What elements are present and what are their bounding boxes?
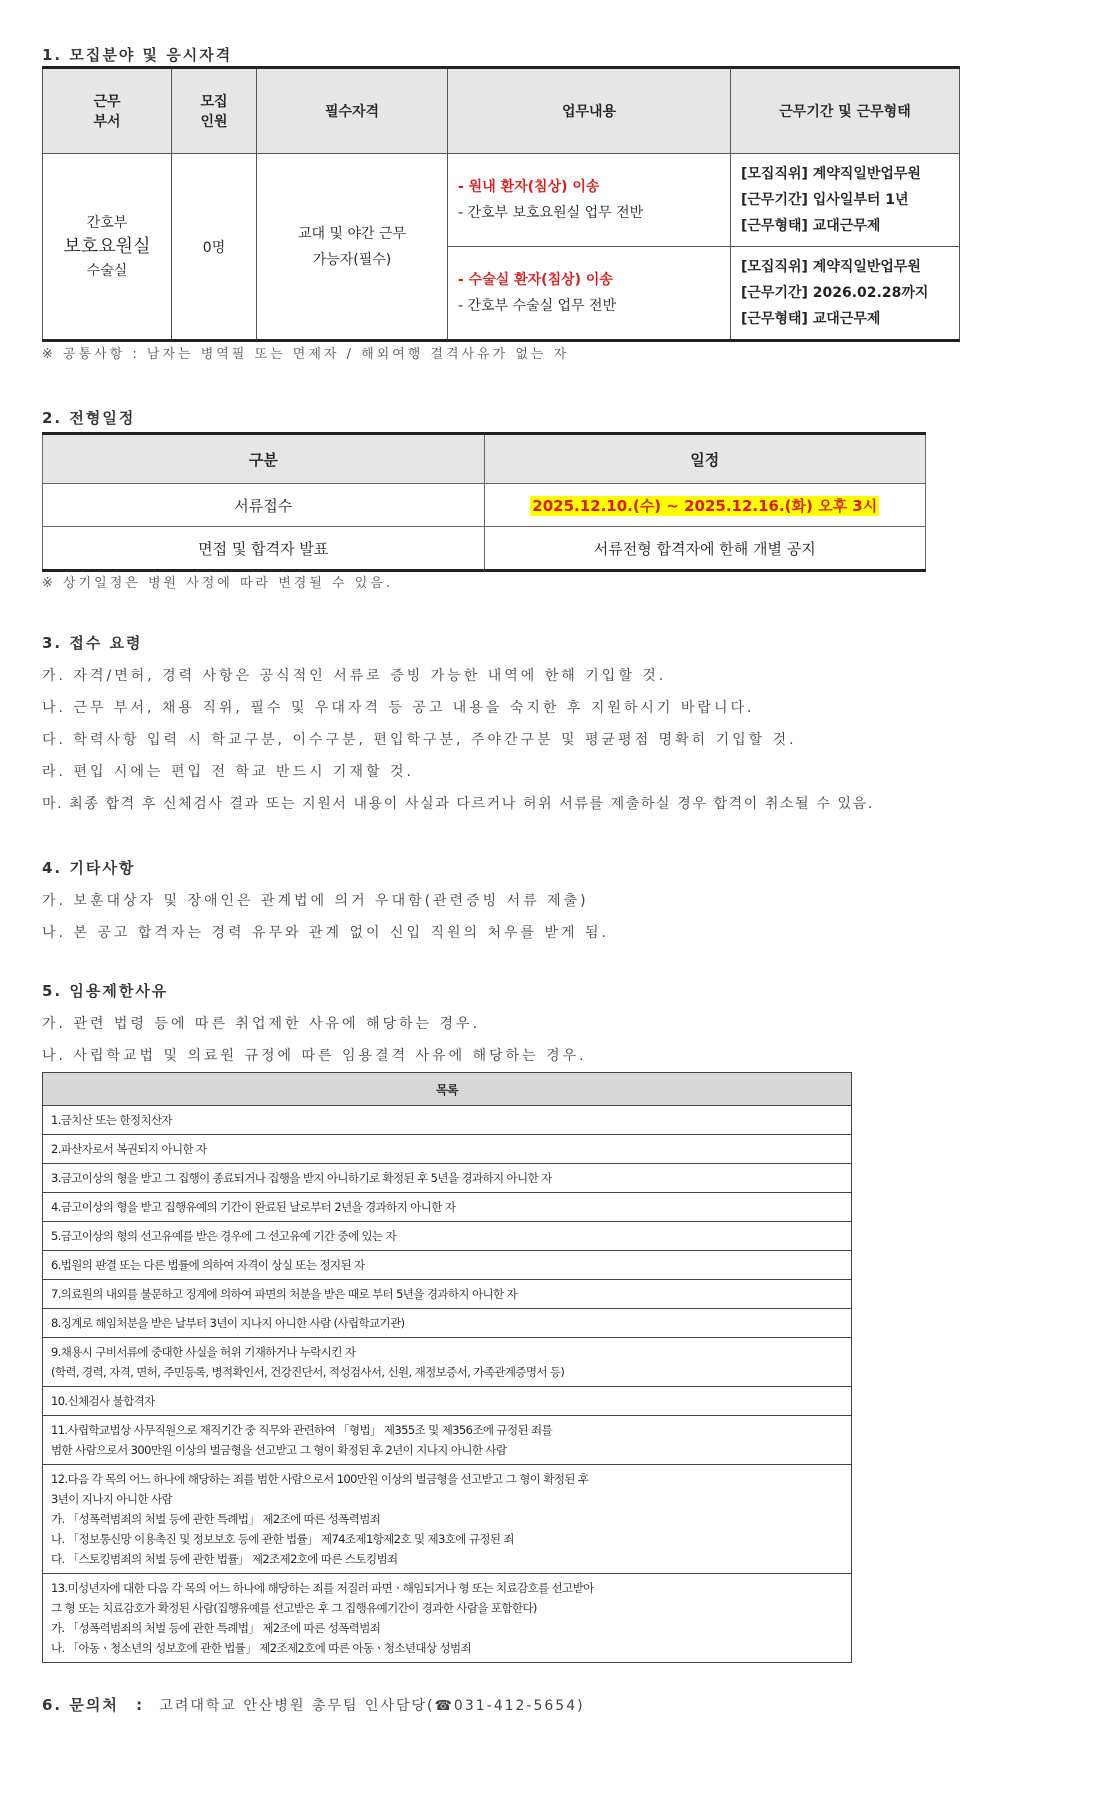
table-row [43,154,960,247]
qual-line1: 교대 및 야간 근무 [297,225,407,242]
table-header-row [43,434,926,484]
list-item: 나. 본 공고 합격자는 경력 유무와 관계 없이 신입 직원의 처우를 받게 됨. [42,925,609,941]
table-row [43,1338,852,1387]
header-list: 목록 [43,1073,852,1106]
list-item: 가. 관련 법령 등에 따른 취업제한 사유에 해당하는 경우. [42,1016,481,1032]
period-line: [근무형태] 교대근무제 [741,218,881,234]
header-period: 근무기간 및 근무형태 [731,68,960,154]
qual-line2: 가능자(필수) [312,251,392,268]
restriction-line: 가. 「성폭력범죄의 처벌 등에 관한 특례법」 제2조에 따른 성폭력범죄 [51,1621,381,1635]
table-row [43,1309,852,1338]
header-schedule: 일정 [484,434,926,484]
restriction-line: 9.채용시 구비서류에 중대한 사실을 허위 기재하거나 누락시킨 자 [51,1345,356,1359]
period-line: [근무형태] 교대근무제 [741,311,881,327]
restriction-line: 가. 「성폭력범죄의 처벌 등에 관한 특례법」 제2조에 따른 성폭력범죄 [51,1512,381,1526]
period-cell [731,154,960,247]
restriction-line: 12.다음 각 목의 어느 하나에 해당하는 죄를 범한 사람으로서 100만원 이상의 벌금형을 선고받고 그 형이 확정된 후 [51,1472,589,1486]
section-1-title: 1. 모집분야 및 응시자격 [42,46,233,64]
contact-colon: : [136,1696,145,1714]
section-2-note: ※ 상기일정은 병원 사정에 따라 변경될 수 있음. [42,576,393,591]
period-cell [731,247,960,341]
table-row [43,1222,852,1251]
restriction-cell [43,1135,852,1164]
restriction-cell [43,1164,852,1193]
schedule-value: 서류전형 합격자에 한해 개별 공지 [484,527,926,571]
restriction-line: 그 형 또는 치료감호가 확정된 사람(집행유예를 선고받은 후 그 집행유예기간이 경과한 사람을 포함한다) [51,1601,537,1615]
list-item: 라. 편입 시에는 편입 전 학교 반드시 기재할 것. [42,764,414,780]
table-row [43,484,926,527]
schedule-value [484,484,926,527]
restriction-line: (학력, 경력, 자격, 면허, 주민등록, 병적확인서, 건강진단서, 적성검사서, 신원, 재정보증서, 가족관계증명서 등) [51,1365,565,1379]
section-1-note: ※ 공통사항 : 남자는 병역필 또는 면제자 / 해외여행 결격사유가 없는 자 [42,347,570,362]
section-4-title: 4. 기타사항 [42,859,136,877]
restriction-cell [43,1465,852,1574]
table-header-row [43,68,960,154]
restriction-cell [43,1280,852,1309]
count-cell: 0명 [172,154,257,341]
period-line: [근무기간] 입사일부터 1년 [741,192,909,208]
restriction-list [43,1106,852,1663]
list-item: 마. 최종 합격 후 신체검사 결과 또는 지원서 내용이 사실과 다르거나 허위 서류를 제출하실 경우 합격이 취소될 수 있음. [42,796,874,812]
list-item: 나. 근무 부서, 채용 직위, 필수 및 우대자격 등 공고 내용을 숙지한 후 지원하시기 바랍니다. [42,700,755,716]
highlighted-date: 2025.12.10.(수) ~ 2025.12.16.(화) 오후 3시 [532,496,878,515]
duty-text: - 간호부 수술실 업무 전반 [458,298,617,314]
restriction-line: 나. 「정보통신망 이용촉진 및 정보보호 등에 관한 법률」 제74조제1항제2호 및 제3호에 규정된 죄 [51,1532,514,1546]
list-item: 나. 사립학교법 및 의료원 규정에 따른 임용결격 사유에 해당하는 경우. [42,1048,587,1064]
restriction-cell [43,1574,852,1663]
restriction-line: 1.금치산 또는 한정치산자 [51,1113,172,1127]
duty-cell [448,247,731,341]
table-row [43,1251,852,1280]
restriction-line: 7.의료원의 내외를 불문하고 징계에 의하여 파면의 처분을 받은 때로 부터 5년을 경과하지 아니한 자 [51,1287,518,1301]
section-5-title: 5. 임용제한사유 [42,982,169,1000]
table-row [43,1387,852,1416]
restriction-cell [43,1251,852,1280]
restriction-line: 13.미성년자에 대한 다음 각 목의 어느 하나에 해당하는 죄를 저질러 파면ㆍ해임되거나 형 또는 치료감호를 선고받아 [51,1581,594,1595]
contact-info: 고려대학교 안산병원 총무팀 인사담당(☎031-412-5654) [159,1698,585,1714]
restriction-line: 11.사립학교법상 사무직원으로 재직기간 중 직무와 관련하여 「형법」 제355조 및 제356조에 규정된 죄를 [51,1423,553,1437]
table-row [43,1164,852,1193]
dept-cell [43,154,172,341]
table-row [43,1416,852,1465]
section-3-title: 3. 접수 요령 [42,634,143,652]
header-qualification: 필수자격 [257,68,448,154]
restriction-line: 10.신체검사 불합격자 [51,1394,155,1408]
restriction-cell [43,1222,852,1251]
restriction-table [42,1072,852,1663]
duty-highlight: - 원내 환자(침상) 이송 [458,179,600,195]
restriction-cell [43,1309,852,1338]
recruitment-table [42,66,960,342]
schedule-label: 서류접수 [43,484,485,527]
duty-text: - 간호부 보호요원실 업무 전반 [458,205,644,221]
table-row [43,527,926,571]
duty-cell [448,154,731,247]
contact-label: 6. 문의처 [42,1696,119,1714]
section-2-title: 2. 전형일정 [42,409,136,427]
schedule-table [42,432,926,572]
restriction-line: 3.금고이상의 형을 받고 그 집행이 종료되거나 집행을 받지 아니하기로 확정된 후 5년을 경과하지 아니한 자 [51,1171,552,1185]
restriction-line: 다. 「스토킹범죄의 처벌 등에 관한 법률」 제2조제2호에 따른 스토킹범죄 [51,1552,398,1566]
duty-highlight: - 수술실 환자(침상) 이송 [458,272,613,288]
restriction-line: 4.금고이상의 형을 받고 집행유예의 기간이 완료된 날로부터 2년을 경과하지 아니한 자 [51,1200,456,1214]
restriction-cell [43,1416,852,1465]
table-row [43,1280,852,1309]
table-row [43,1193,852,1222]
list-item: 가. 보훈대상자 및 장애인은 관계법에 의거 우대함(관련증빙 서류 제출) [42,893,589,909]
restriction-line: 나. 「아동ㆍ청소년의 성보호에 관한 법률」 제2조제2호에 따른 아동ㆍ청소년대상 성범죄 [51,1641,472,1655]
table-row [43,1465,852,1574]
restriction-cell [43,1106,852,1135]
list-item: 가. 자격/면허, 경력 사항은 공식적인 서류로 증빙 가능한 내역에 한해 기입할 것. [42,668,667,684]
period-line: [모집직위] 계약직일반업무원 [741,166,921,182]
restriction-cell [43,1387,852,1416]
section-6-title [42,1694,585,1715]
table-row [43,1574,852,1663]
qualification-cell [257,154,448,341]
dept-line2: 보호요원실 [63,235,151,257]
dept-line1: 간호부 [86,214,128,231]
restriction-cell [43,1193,852,1222]
table-row [43,1106,852,1135]
restriction-cell [43,1338,852,1387]
restriction-line: 2.파산자로서 복권되지 아니한 자 [51,1142,207,1156]
period-line: [근무기간] 2026.02.28까지 [741,285,929,301]
header-dept: 근무 부서 [43,68,172,154]
list-item: 다. 학력사항 입력 시 학교구분, 이수구분, 편입학구분, 주야간구분 및 평균평점 명확히 기입할 것. [42,732,797,748]
header-count: 모집 인원 [172,68,257,154]
table-header-row [43,1073,852,1106]
restriction-line: 6.법원의 판결 또는 다른 법률에 의하여 자격이 상실 또는 정지된 자 [51,1258,365,1272]
restriction-line: 범한 사람으로서 300만원 이상의 벌금형을 선고받고 그 형이 확정된 후 2년이 지나지 아니한 사람 [51,1443,507,1457]
header-category: 구분 [43,434,485,484]
dept-line3: 수술실 [86,262,128,279]
restriction-line: 3년이 지나지 아니한 사람 [51,1492,172,1506]
schedule-label: 면접 및 합격자 발표 [43,527,485,571]
table-row [43,1135,852,1164]
restriction-line: 5.금고이상의 형의 선고유예를 받은 경우에 그 선고유예 기간 중에 있는 자 [51,1229,397,1243]
header-duty: 업무내용 [448,68,731,154]
restriction-line: 8.징계로 해임처분을 받은 날부터 3년이 지나지 아니한 사람 (사립학교기관) [51,1316,405,1330]
period-line: [모집직위] 계약직일반업무원 [741,259,921,275]
